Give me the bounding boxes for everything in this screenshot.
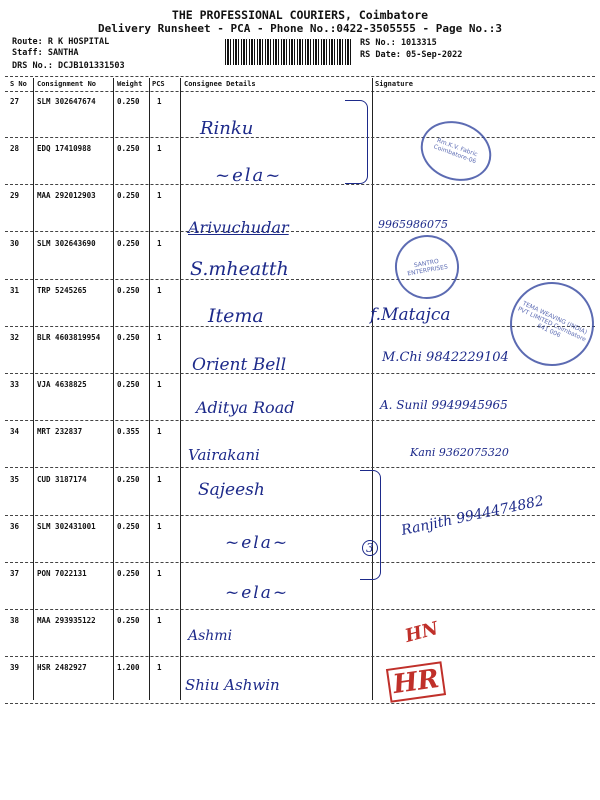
weight-cell: 0.250 [117,616,140,626]
rs-no-label: RS No.: 1013315 [360,38,437,48]
weight-cell: 0.250 [117,333,140,342]
row-separator [5,656,595,657]
col-divider [149,78,150,700]
hw-scribble: ~ela~ [215,165,283,186]
hw-arivu: Arivuchudar [188,218,289,237]
hw-scribble: ~ela~ [225,583,290,603]
red-mark-1: HN [402,618,441,647]
sno-cell: 28 [10,144,20,154]
row-separator [5,184,595,185]
col-divider [33,78,34,700]
drs-label: DRS No.: DCJB101331503 [12,61,125,71]
barcode [225,39,353,65]
col-sno: S No [10,80,27,88]
hw-brace-num: 3 [362,540,378,556]
col-signature: Signature [375,80,413,88]
weight-cell: 0.250 [117,521,140,531]
weight-cell: 0.355 [117,427,140,437]
col-weight: Weight [117,80,143,88]
col-divider [180,78,181,700]
row-separator [5,137,595,138]
consignment-cell: VJA 4638825 [37,380,87,390]
pcs-cell: 1 [157,474,162,484]
weight-cell: 0.250 [117,191,140,201]
consignment-cell: TRP 5245265 [37,285,87,295]
pcs-cell: 1 [157,285,162,295]
col-pcs: PCS [152,80,165,88]
sno-cell: 37 [10,569,20,578]
sno-cell: 34 [10,427,20,437]
consignment-cell: MAA 293935122 [37,616,96,626]
hw-vairakani: Vairakani [188,446,260,464]
pcs-cell: 1 [157,97,162,106]
col-divider [113,78,114,700]
pcs-cell: 1 [157,333,162,342]
weight-cell: 0.250 [117,569,140,578]
hw-rinku: Rinku [200,118,254,139]
consignment-cell: BLR 4603819954 [37,333,101,342]
hw-sig-33: A. Sunil 9949945965 [380,398,508,412]
col-divider [372,78,373,700]
hw-sig-31: f.Matajca [370,305,451,325]
pcs-cell: 1 [157,663,162,673]
hw-scribble: ~ela~ [225,533,290,553]
col-consignee: Consignee Details [184,80,256,88]
staff-label: Staff: SANTHA [12,48,79,58]
sno-cell: 32 [10,333,20,342]
hw-sig-29: 9965986075 [378,218,448,231]
consignment-cell: SLM 302431001 [37,521,96,531]
company-title: THE PROFESSIONAL COURIERS, Coimbatore [171,8,429,22]
consignment-cell: MRT 232837 [37,427,83,437]
stamp-rk-fabric: Rm.K.V. Fabric Coimbatore-06 [412,111,499,190]
consignment-cell: SLM 302643690 [37,238,96,248]
rs-date-label: RS Date: 05-Sep-2022 [360,50,463,60]
hw-smhealth: S.mheatth [190,258,289,280]
sno-cell: 35 [10,474,20,484]
row-separator [5,703,595,704]
red-mark-2: HR [386,661,446,702]
hw-aditya: Aditya Road [196,398,295,417]
weight-cell: 0.250 [117,285,140,295]
row-separator [5,420,595,421]
consignment-cell: HSR 2482927 [37,663,87,673]
pcs-cell: 1 [157,569,162,578]
row-separator [5,562,595,563]
pcs-cell: 1 [157,380,162,390]
hw-orient: Orient Bell [192,355,287,375]
hw-sajeesh: Sajeesh [198,480,265,500]
row-separator [5,609,595,610]
consignment-cell: EDQ 17410988 [37,144,92,154]
sno-cell: 29 [10,191,20,201]
consignment-cell: SLM 302647674 [37,97,96,106]
weight-cell: 0.250 [117,474,140,484]
hw-shiu: Shiu Ashwin [185,676,280,694]
brace-mark [360,470,381,580]
sno-cell: 31 [10,285,20,295]
weight-cell: 0.250 [117,144,140,154]
stamp-santro: SANTRO ENTERPRISES [390,230,464,304]
row-separator [5,373,595,374]
route-label: Route: R K HOSPITAL [12,37,110,47]
row-separator [5,231,595,232]
sno-cell: 36 [10,521,20,531]
consignment-cell: MAA 292012903 [37,191,96,201]
sno-cell: 38 [10,616,20,626]
hw-ashmi: Ashmi [188,628,233,644]
brace-mark [345,100,368,184]
grid-line [5,76,595,77]
weight-cell: 0.250 [117,238,140,248]
hw-sig-34: Kani 9362075320 [410,446,509,459]
pcs-cell: 1 [157,616,162,626]
hw-sig-32: M.Chi 9842229104 [382,350,509,365]
grid-line [5,91,595,92]
col-consignment: Consignment No [37,80,97,88]
consignment-cell: CUD 3187174 [37,474,87,484]
runsheet-title: Delivery Runsheet - PCA - Phone No.:0422-3505555 - Page No.:3 [98,22,502,35]
pcs-cell: 1 [157,521,162,531]
pcs-cell: 1 [157,238,162,248]
hw-sig-36: Ranjith 9944474882 [399,493,546,539]
weight-cell: 0.250 [117,380,140,390]
sno-cell: 39 [10,663,20,673]
consignment-cell: PON 7022131 [37,569,87,578]
sno-cell: 30 [10,238,20,248]
row-separator [5,279,595,280]
stamp-tema-weaving: TEMA WEAVING (INDIA) PVT LIMITED Coimbatore 641 006 [496,268,600,380]
hw-itema: Itema [208,305,264,327]
row-separator [5,467,595,468]
pcs-cell: 1 [157,144,162,154]
pcs-cell: 1 [157,191,162,201]
pcs-cell: 1 [157,427,162,437]
weight-cell: 1.200 [117,663,140,673]
weight-cell: 0.250 [117,97,140,106]
sno-cell: 27 [10,97,20,106]
row-separator [5,326,595,327]
sno-cell: 33 [10,380,20,390]
